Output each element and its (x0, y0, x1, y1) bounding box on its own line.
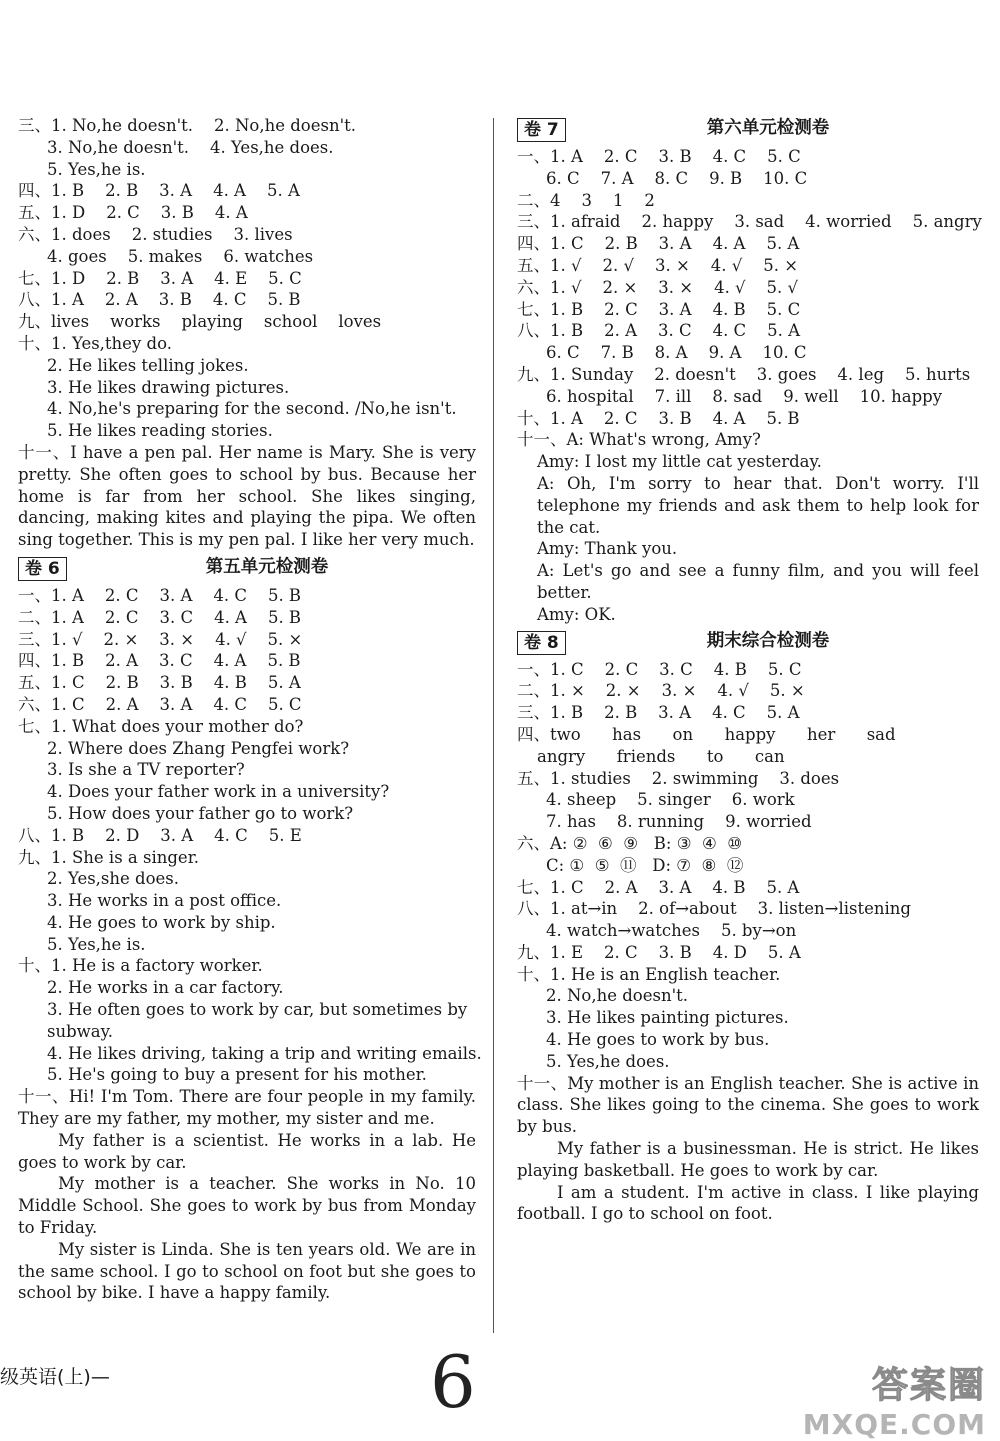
section-tag-6: 卷 6 (18, 557, 67, 581)
essay-family (18, 1086, 476, 1304)
answer-line: 3. He often goes to work by car, but sometimes by (47, 1000, 468, 1020)
section-title-8: 期末综合检测卷 (706, 630, 830, 651)
answer-line: 4. He likes driving, taking a trip and writing emails. (47, 1043, 482, 1063)
paragraph: I am a student. I'm active in class. I like playing football. I go to school on foot. (517, 1182, 979, 1224)
answer-line: 4. sheep 5. singer 6. work (546, 790, 795, 810)
answer-line: 二、1. × 2. × 3. × 4. √ 5. × (517, 681, 805, 701)
answer-line: 3. He likes painting pictures. (546, 1008, 789, 1028)
paragraph: A: Let's go and see a funny film, and you will feel better. (537, 561, 979, 602)
watermark-logo: 答案圈 (871, 1365, 986, 1406)
answer-line: 三、1. afraid 2. happy 3. sad 4. worried 5. angry (517, 212, 982, 232)
answer-line: 三、1. √ 2. × 3. × 4. √ 5. × (18, 629, 303, 649)
answer-line: 三、1. No,he doesn't. 2. No,he doesn't. (18, 116, 356, 135)
answer-line: 2. Where does Zhang Pengfei work? (47, 738, 350, 758)
paragraph: 十一、My mother is an English teacher. She is active in class. She likes going to the cinema. She goes to work by bus. (517, 1073, 979, 1137)
answer-line: 3. No,he doesn't. 4. Yes,he does. (47, 137, 334, 157)
answer-line: 5. How does your father go to work? (47, 803, 354, 823)
watermark-url: MXQE.COM (802, 1408, 986, 1441)
answer-line: 4. He goes to work by ship. (47, 912, 276, 932)
paragraph: My mother is a teacher. She works in No. 10 Middle School. She goes to work by bus from Monday to Friday. (18, 1174, 476, 1238)
answer-line: 八、1. B 2. D 3. A 4. C 5. E (18, 825, 302, 845)
answer-line: 5. He's going to buy a present for his mother. (47, 1065, 427, 1085)
paragraph: My sister is Linda. She is ten years old. We are in the same school. I go to school on foot but she goes to school by bike. I have a happy family. (18, 1239, 476, 1303)
answer-line: 四、1. B 2. B 3. A 4. A 5. A (18, 181, 300, 201)
section-title-6: 第五单元检测卷 (205, 556, 329, 577)
section-tag-7: 卷 7 (517, 118, 566, 142)
answer-line: 2. He works in a car factory. (47, 978, 284, 998)
answer-line: 四、1. B 2. A 3. C 4. A 5. B (18, 651, 301, 671)
answer-line: 七、1. B 2. C 3. A 4. B 5. C (517, 299, 801, 319)
answer-line: 四、two has on happy her sad (517, 724, 896, 744)
answer-line: 4. No,he's preparing for the second. /No,he isn't. (47, 399, 457, 419)
answer-line: 十、1. A 2. C 3. B 4. A 5. B (517, 408, 800, 428)
paragraph: My father is a businessman. He is strict. He likes playing basketball. He goes to work by car. (517, 1139, 979, 1180)
answer-line: subway. (47, 1021, 113, 1041)
answer-line: 7. has 8. running 9. worried (546, 812, 812, 832)
answer-line: 2. He likes telling jokes. (47, 355, 249, 375)
essay-my-family (517, 1073, 979, 1226)
paragraph: Amy: Thank you. (537, 539, 678, 559)
answer-line: 六、1. C 2. A 3. A 4. C 5. C (18, 694, 302, 714)
answer-lines-unit6 (517, 146, 982, 473)
watermark (803, 1357, 986, 1441)
dialog-amy (517, 473, 979, 626)
answer-line: 五、1. C 2. B 3. B 4. B 5. A (18, 673, 301, 693)
answer-line: 九、lives works playing school loves (18, 312, 382, 332)
answer-lines-final (517, 659, 979, 1073)
book-title-footer: 级英语(上)— (0, 1366, 110, 1388)
answer-lines-unit4 (18, 115, 476, 442)
answer-line: 六、1. does 2. studies 3. lives (18, 224, 293, 244)
paragraph: A: Oh, I'm sorry to hear that. Don't worry. I'll telephone my friends and ask them to help look for the cat. (537, 473, 979, 537)
section-header-8 (517, 629, 979, 657)
answer-line: 六、1. √ 2. × 3. × 4. √ 5. √ (517, 277, 799, 297)
answer-line: 十、1. He is a factory worker. (18, 956, 263, 976)
answer-line: 八、1. A 2. A 3. B 4. C 5. B (18, 290, 301, 310)
answer-lines-unit5 (18, 585, 482, 1086)
answer-line: 十、1. He is an English teacher. (517, 964, 781, 984)
answer-line: 一、1. A 2. C 3. B 4. C 5. C (517, 147, 801, 166)
answer-line: 八、1. B 2. A 3. C 4. C 5. A (517, 321, 801, 341)
answer-line: 七、1. D 2. B 3. A 4. E 5. C (18, 268, 302, 288)
answer-line: 5. Yes,he is. (47, 934, 146, 954)
answer-line: 五、1. studies 2. swimming 3. does (517, 768, 840, 788)
answer-line: 4. goes 5. makes 6. watches (47, 246, 314, 266)
answer-line: 九、1. Sunday 2. doesn't 3. goes 4. leg 5. hurts (517, 364, 971, 384)
right-column (517, 115, 982, 1225)
answer-line: 九、1. She is a singer. (18, 847, 200, 867)
answer-line: 八、1. at→in 2. of→about 3. listen→listening (517, 899, 911, 919)
answer-line: 十、1. Yes,they do. (18, 333, 172, 353)
column-divider (493, 118, 494, 1333)
answer-line: 4. Does your father work in a university? (47, 782, 390, 802)
answer-line: 二、4 3 1 2 (517, 190, 655, 210)
answer-line: 6. hospital 7. ill 8. sad 9. well 10. happy (546, 386, 943, 406)
answer-line: Amy: I lost my little cat yesterday. (537, 452, 822, 472)
answer-line: 一、1. A 2. C 3. A 4. C 5. B (18, 585, 302, 605)
section-header-6 (18, 555, 476, 583)
answer-line: 6. C 7. B 8. A 9. A 10. C (546, 343, 807, 363)
answer-line: angry friends to can (537, 746, 785, 766)
paragraph: Amy: OK. (537, 604, 616, 624)
answer-line: 4. He goes to work by bus. (546, 1030, 770, 1050)
answer-line: 十一、A: What's wrong, Amy? (517, 430, 761, 450)
answer-line: 5. He likes reading stories. (47, 421, 273, 441)
answer-line: 五、1. √ 2. √ 3. × 4. √ 5. × (517, 255, 799, 275)
section-title-7: 第六单元检测卷 (706, 118, 830, 138)
answer-line: C: ① ⑤ ⑪ D: ⑦ ⑧ ⑫ (546, 855, 744, 875)
answer-line: 五、1. D 2. C 3. B 4. A (18, 203, 248, 223)
answer-line: 5. Yes,he does. (546, 1051, 670, 1071)
answer-line: 3. Is she a TV reporter? (47, 760, 245, 780)
answer-line: 七、1. C 2. A 3. A 4. B 5. A (517, 877, 800, 897)
handwritten-page-number: 6 (430, 1340, 476, 1424)
answer-line: 3. He works in a post office. (47, 891, 282, 911)
paragraph: 十一、Hi! I'm Tom. There are four people in my family. They are my father, my mother, my sister and me. (18, 1087, 476, 1129)
answer-line: 6. C 7. A 8. C 9. B 10. C (546, 168, 808, 188)
answer-line: 2. No,he doesn't. (546, 986, 689, 1006)
answer-line: 一、1. C 2. C 3. C 4. B 5. C (517, 659, 802, 679)
left-column (18, 115, 482, 1304)
answer-line: 4. watch→watches 5. by→on (546, 921, 797, 941)
section-tag-8: 卷 8 (517, 631, 566, 655)
answer-line: 三、1. B 2. B 3. A 4. C 5. A (517, 703, 800, 723)
answer-line: 七、1. What does your mother do? (18, 716, 304, 736)
section-header-7 (517, 116, 979, 144)
answer-line: 九、1. E 2. C 3. B 4. D 5. A (517, 942, 801, 962)
answer-line: 二、1. A 2. C 3. C 4. A 5. B (18, 607, 302, 627)
answer-line: 5. Yes,he is. (47, 159, 146, 179)
answer-line: 四、1. C 2. B 3. A 4. A 5. A (517, 234, 800, 254)
answer-line: 3. He likes drawing pictures. (47, 377, 290, 397)
paragraph: My father is a scientist. He works in a lab. He goes to work by car. (18, 1130, 476, 1172)
answer-line: 2. Yes,she does. (47, 869, 179, 889)
essay-pen-pal: 十一、I have a pen pal. Her name is Mary. She is very pretty. She often goes to school by bus. Because her home is far from her school. She likes singing, dancing, making kites and playing the pipa. We often sing together. This is my pen pal. I like her very much. (18, 442, 476, 550)
answer-line: 六、A: ② ⑥ ⑨ B: ③ ④ ⑩ (517, 833, 743, 853)
